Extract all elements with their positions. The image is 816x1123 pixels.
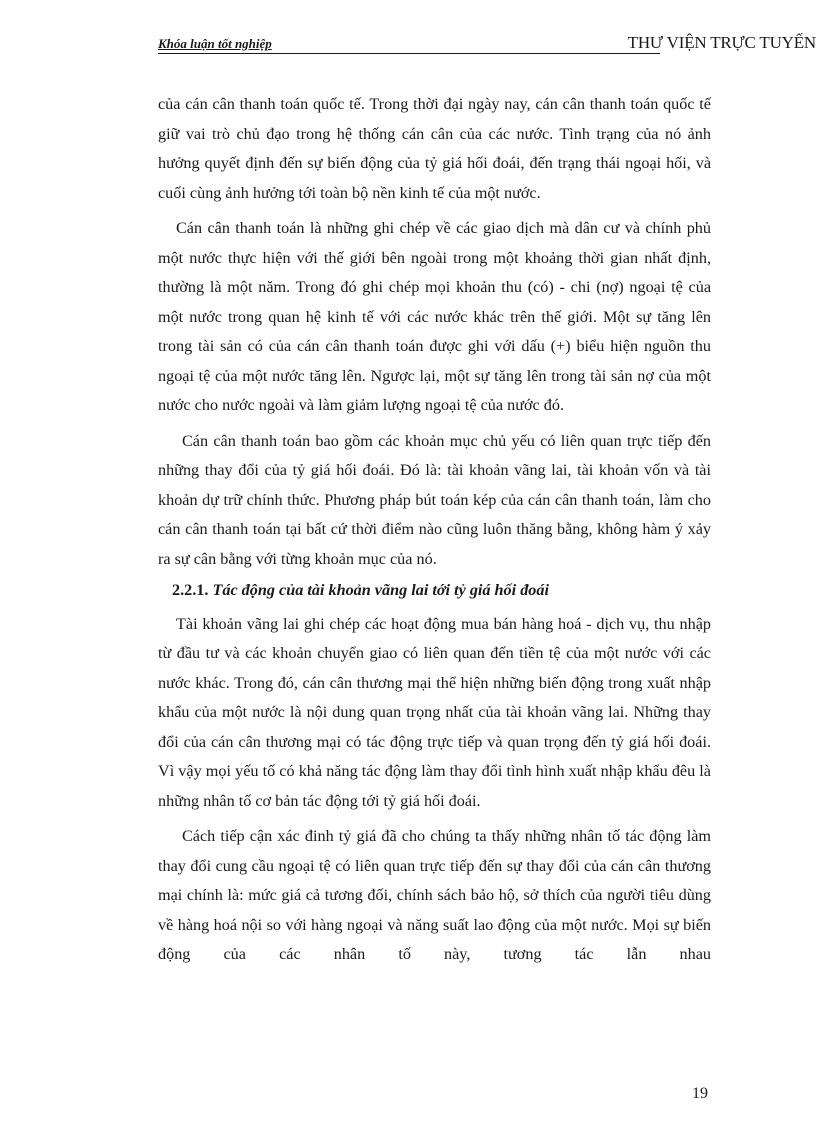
paragraph-4: Tài khoản vãng lai ghi chép các hoạt động mua bán hàng hoá - dịch vụ, thu nhập từ đầu tư và các khoản chuyển giao có liên quan đến tiền tệ của một nước với các nước khác. Trong đó, cán cân thương mại thể hiện những biến động trong xuất nhập khẩu của một nước là nội dung quan trọng nhất của tài khoản vãng lai. Những thay đổi của cán cân thương mại có tác động trực tiếp và quan trọng đến tỷ giá hối đoái. Vì vậy mọi yếu tố có khả năng tác động làm thay đổi tình hình xuất nhập khẩu đêu là những nhân tố cơ bản tác động tới tỷ giá hối đoái. [158, 614, 711, 810]
header-thesis-label: Khóa luận tốt nghiệp [158, 36, 272, 51]
section-heading [158, 576, 711, 606]
section-number: 2.2.1. [172, 581, 209, 599]
paragraph-3: Cán cân thanh toán bao gồm các khoản mục chủ yếu có liên quan trực tiếp đến những thay đổi của tỷ giá hối đoái. Đó là: tài khoản vãng lai, tài khoản vốn và tài khoản dự trữ chính thức. Phương pháp bút toán kép của cán cân thanh toán, làm cho cán cân thanh toán tại bất cứ thời điểm nào cũng luôn thăng bằng, không hàm ý xảy ra sự cân bằng với từng khoản mục của nó. [158, 431, 711, 568]
paragraph-5: Cách tiếp cận xác đinh tỷ giá đã cho chúng ta thấy những nhân tố tác động làm thay đổi cung cầu ngoại tệ có liên quan trực tiếp đến sự thay đổi của cán cân thương mại chính là: mức giá cả tương đối, chính sách bảo hộ, sở thích của người tiêu dùng về hàng hoá nội so với hàng ngoại và năng suất lao động của một nước. Mọi sự biến động của các nhân tố này, tương tác lẫn nhau [158, 827, 711, 963]
section-title: Tác động của tài khoản vãng lai tới tỷ giá hối đoái [212, 581, 549, 599]
paragraph-2: Cán cân thanh toán là những ghi chép về các giao dịch mà dân cư và chính phủ một nước thực hiện với thế giới bên ngoài trong một khoảng thời gian nhất định, thường là một năm. Trong đó ghi chép mọi khoản thu (có) - chi (nợ) ngoại tệ của một nước trong quan hệ kinh tế với các nước khác trên thế giới. Một sự tăng lên trong tài sản có của cán cân thanh toán được ghi với dấu (+) biểu hiện nguồn thu ngoại tệ của một nước tăng lên. Ngược lại, một sự tăng lên trong tài sản nợ của một nước cho nước ngoài và làm giảm lượng ngoại tệ của nước đó. [158, 219, 711, 414]
page-body [158, 90, 711, 970]
paragraph-1: của cán cân thanh toán quốc tế. Trong thời đại ngày nay, cán cân thanh toán quốc tế giữ vai trò chủ đạo trong hệ thống cán cân của các nước. Tình trạng của nó ảnh hưởng quyết định đến sự biến động của tỷ giá hối đoái, đến trạng thái ngoại hối, và cuối cùng ảnh hưởng tới toàn bộ nền kinh tế của một nước. [158, 95, 711, 202]
header-rule [158, 53, 660, 54]
header-library-label: THƯ VIỆN TRỰC TUYẾN [627, 33, 816, 52]
page-number: 19 [692, 1085, 708, 1102]
